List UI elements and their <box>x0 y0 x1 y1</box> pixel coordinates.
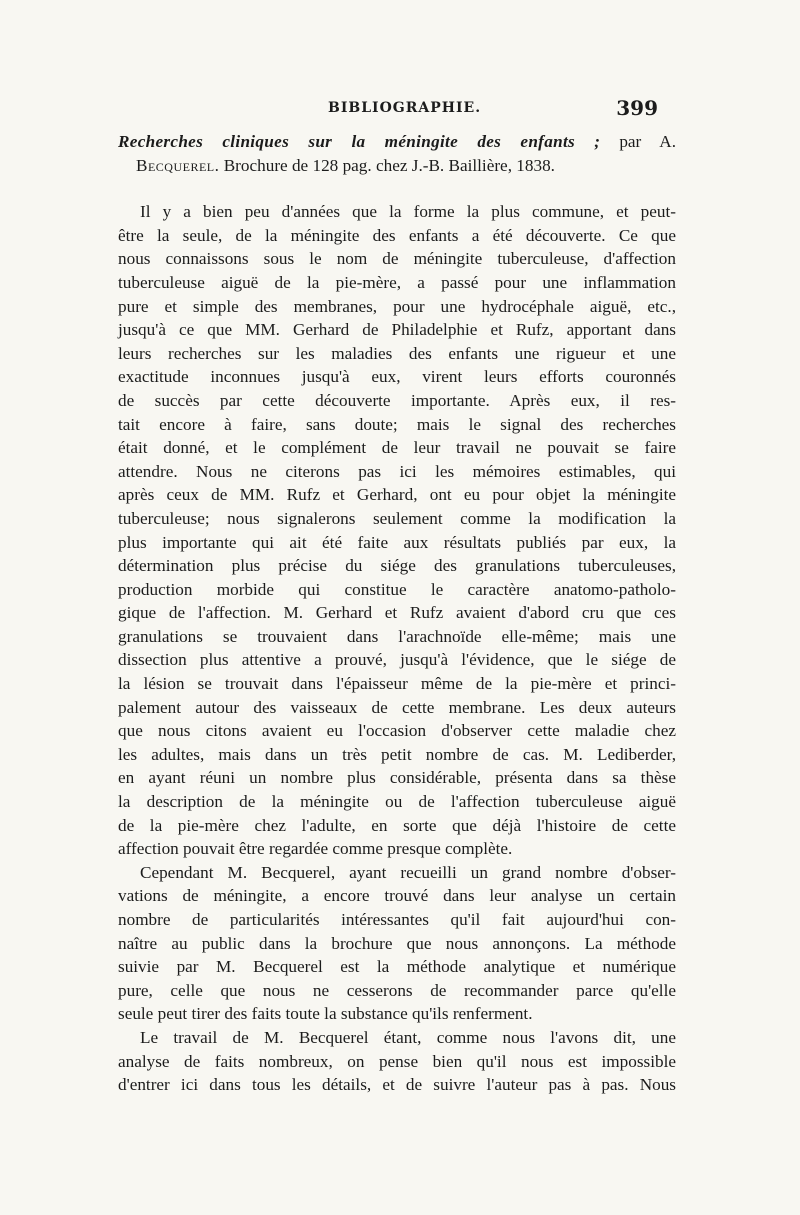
text-line: palement autour des vaisseaux de cette membrane. Les deux auteurs <box>118 697 676 717</box>
reference-title: Recherches cliniques sur la méningite des enfants ; <box>118 132 601 151</box>
text-line: leurs recherches sur les maladies des enfants une rigueur et une <box>118 343 676 363</box>
text-line: jusqu'à ce que MM. Gerhard de Philadelphie et Rufz, apportant dans <box>118 320 676 340</box>
text-line: dissection plus attentive a prouvé, jusqu'à l'évidence, que le siége de <box>118 650 676 670</box>
page-header <box>118 96 658 124</box>
text-line: d'entrer ici dans tous les détails, et de suivre l'auteur pas à pas. Nous <box>118 1075 676 1095</box>
page-number: 399 <box>616 96 658 120</box>
paragraph-3 <box>118 1026 676 1097</box>
reference-author: Becquerel. <box>136 155 220 175</box>
text-line: analyse de faits nombreux, on pense bien qu'il nous est impossible <box>118 1051 676 1071</box>
text-line: plus importante qui ait été faite aux résultats publiés par eux, la <box>118 532 676 552</box>
text-line: de la pie-mère chez l'adulte, en sorte que déjà l'histoire de cette <box>118 815 676 835</box>
text-line: tait encore à faire, sans doute; mais le signal des recherches <box>118 414 676 434</box>
reference-details: Brochure de 128 pag. chez J.-B. Baillière, 1838. <box>223 155 555 175</box>
text-line: en ayant réuni un nombre plus considérable, présenta dans sa thèse <box>118 768 676 788</box>
text-line: Le travail de M. Becquerel étant, comme nous l'avons dit, une <box>140 1027 676 1047</box>
text-line: affection pouvait être regardée comme presque complète. <box>118 839 513 859</box>
text-line: pure, celle que nous ne cesserons de recommander parce qu'elle <box>118 980 676 1000</box>
text-line: naître au public dans la brochure que nous annonçons. La méthode <box>118 933 676 953</box>
text-line: être la seule, de la méningite des enfants a été découverte. Ce que <box>118 225 676 245</box>
text-line: de succès par cette découverte importante. Après eux, il res- <box>118 390 676 410</box>
text-line: gique de l'affection. M. Gerhard et Rufz avaient d'abord cru que ces <box>118 603 676 623</box>
text-line: exactitude inconnues jusqu'à eux, virent leurs efforts couronnés <box>118 367 676 387</box>
text-line: Cependant M. Becquerel, ayant recueilli un grand nombre d'obser- <box>140 862 676 882</box>
text-line: pure et simple des membranes, pour une hydrocéphale aiguë, etc., <box>118 296 676 316</box>
text-line: nombre de particularités intéressantes qu'il fait aujourd'hui con- <box>118 910 676 929</box>
text-line: granulations se trouvaient dans l'arachnoïde elle-même; mais une <box>118 626 676 646</box>
text-line: la description de la méningite ou de l'affection tuberculeuse aiguë <box>118 792 676 812</box>
reference-by: par A. <box>619 132 676 151</box>
text-line: Il y a bien peu d'années que la forme la plus commune, et peut- <box>140 202 676 222</box>
text-line: la lésion se trouvait dans l'épaisseur même de la pie-mère et princi- <box>118 674 676 694</box>
text-line: nous connaissons sous le nom de méningite tuberculeuse, d'affection <box>118 249 676 269</box>
text-line: attendre. Nous ne citerons pas ici les mémoires estimables, qui <box>118 461 676 481</box>
text-line: détermination plus précise du siége des granulations tuberculeuses, <box>118 556 676 576</box>
text-line: que nous citons avaient eu l'occasion d'observer cette maladie chez <box>118 721 676 741</box>
paragraph-1 <box>118 200 676 861</box>
text-line: seule peut tirer des faits toute la substance qu'ils renferment. <box>118 1004 533 1024</box>
reference-citation <box>118 130 676 177</box>
text-line: tuberculeuse aiguë de la pie-mère, a passé pour une inflammation <box>118 272 676 292</box>
text-line: production morbide qui constitue le caractère anatomo-patholo- <box>118 579 676 599</box>
spacer <box>118 177 676 200</box>
text-line: tuberculeuse; nous signalerons seulement comme la modification la <box>118 508 676 528</box>
running-title: BIBLIOGRAPHIE. <box>328 100 482 116</box>
text-line: était donné, et le complément de leur travail ne pouvait se faire <box>118 438 676 458</box>
text-line: suivie par M. Becquerel est la méthode analytique et numérique <box>118 957 676 977</box>
text-line: vations de méningite, a encore trouvé dans leur analyse un certain <box>118 886 676 906</box>
text-line: après ceux de MM. Rufz et Gerhard, ont eu pour objet la méningite <box>118 485 676 505</box>
paragraph-2 <box>118 861 676 1026</box>
text-line: les adultes, mais dans un très petit nombre de cas. M. Lediberder, <box>118 744 676 764</box>
page-body <box>118 130 676 1097</box>
